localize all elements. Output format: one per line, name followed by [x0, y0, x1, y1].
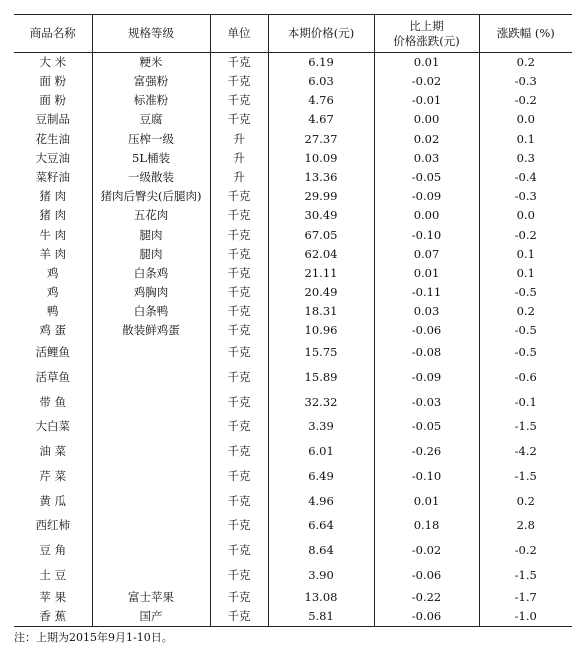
cell-spec: 白条鸡	[92, 264, 210, 283]
cell-change: -0.10	[374, 464, 479, 489]
cell-price: 21.11	[268, 264, 374, 283]
cell-unit: 千克	[210, 366, 268, 391]
table-row	[14, 415, 572, 440]
cell-name: 土 豆	[39, 567, 67, 582]
cell-change: -0.02	[374, 72, 479, 91]
cell-unit: 千克	[210, 538, 268, 563]
cell-name: 鸡	[47, 265, 59, 280]
cell-change: 0.02	[374, 130, 479, 149]
cell-pct: -1.5	[479, 415, 572, 440]
cell-price: 3.39	[268, 415, 374, 440]
cell-name: 活鲤鱼	[35, 345, 70, 360]
cell-pct: -0.5	[479, 283, 572, 302]
cell-change: -0.22	[374, 588, 479, 607]
cell-price: 15.89	[268, 366, 374, 391]
cell-change: -0.05	[374, 168, 479, 187]
cell-price: 15.75	[268, 341, 374, 366]
cell-price: 6.49	[268, 464, 374, 489]
cell-unit: 千克	[210, 264, 268, 283]
cell-change: -0.02	[374, 538, 479, 563]
table-row	[14, 538, 572, 563]
cell-change: 0.07	[374, 245, 479, 264]
cell-price: 18.31	[268, 302, 374, 321]
cell-name: 活草鱼	[35, 370, 70, 385]
cell-pct: 0.1	[479, 264, 572, 283]
cell-change: 0.18	[374, 514, 479, 539]
table-header-row	[14, 15, 572, 53]
cell-unit: 千克	[210, 415, 268, 440]
cell-name: 猪 肉	[39, 189, 67, 204]
cell-name: 鸭	[47, 304, 59, 319]
cell-change: 0.01	[374, 53, 479, 73]
footnote: 注：上期为2015年9月1-10日。	[14, 631, 173, 645]
table-row	[14, 563, 572, 588]
cell-price: 6.01	[268, 440, 374, 465]
cell-spec: 腿肉	[92, 226, 210, 245]
cell-price: 29.99	[268, 187, 374, 206]
cell-pct: -0.1	[479, 390, 572, 415]
cell-name: 大白菜	[35, 419, 70, 434]
cell-change: -0.10	[374, 226, 479, 245]
cell-unit: 千克	[210, 283, 268, 302]
cell-price: 3.90	[268, 563, 374, 588]
cell-name: 豆 角	[39, 542, 67, 557]
cell-price: 30.49	[268, 207, 374, 226]
header-change-line1: 比上期	[409, 19, 444, 34]
cell-pct: -1.5	[479, 563, 572, 588]
table-row	[14, 91, 572, 110]
cell-pct: -0.2	[479, 226, 572, 245]
table-row	[14, 111, 572, 130]
cell-pct: -0.6	[479, 366, 572, 391]
cell-pct: -0.5	[479, 341, 572, 366]
cell-spec: 富强粉	[92, 72, 210, 91]
cell-spec: 鸡胸肉	[92, 283, 210, 302]
cell-price: 32.32	[268, 390, 374, 415]
cell-price: 62.04	[268, 245, 374, 264]
cell-pct: -0.2	[479, 538, 572, 563]
cell-change: -0.09	[374, 366, 479, 391]
cell-price: 6.19	[268, 53, 374, 73]
cell-spec: 一级散装	[92, 168, 210, 187]
table-row	[14, 226, 572, 245]
cell-unit: 千克	[210, 390, 268, 415]
cell-unit: 升	[210, 168, 268, 187]
header-change	[374, 15, 479, 53]
cell-spec	[92, 341, 210, 366]
cell-price: 4.76	[268, 91, 374, 110]
cell-spec: 五花肉	[92, 207, 210, 226]
cell-change: -0.06	[374, 607, 479, 627]
cell-price: 10.09	[268, 149, 374, 168]
cell-pct: 0.0	[479, 111, 572, 130]
cell-spec: 猪肉后臀尖(后腿肉)	[92, 187, 210, 206]
cell-pct: -4.2	[479, 440, 572, 465]
table-row	[14, 245, 572, 264]
cell-unit: 千克	[210, 341, 268, 366]
cell-name: 菜籽油	[35, 169, 70, 184]
table-row	[14, 264, 572, 283]
cell-unit: 千克	[210, 302, 268, 321]
cell-name: 苹 果	[39, 589, 67, 604]
cell-name: 牛 肉	[39, 227, 67, 242]
cell-spec: 散装鲜鸡蛋	[92, 322, 210, 341]
cell-price: 6.03	[268, 72, 374, 91]
table-row	[14, 341, 572, 366]
header-price: 本期价格(元)	[268, 15, 374, 53]
cell-name: 大 米	[39, 54, 67, 69]
cell-unit: 千克	[210, 607, 268, 627]
cell-name: 大豆油	[35, 150, 70, 165]
cell-pct: -0.3	[479, 72, 572, 91]
table-row	[14, 207, 572, 226]
cell-pct: -1.7	[479, 588, 572, 607]
cell-unit: 千克	[210, 322, 268, 341]
table-row	[14, 514, 572, 539]
cell-change: 0.01	[374, 264, 479, 283]
cell-unit: 千克	[210, 489, 268, 514]
cell-unit: 千克	[210, 245, 268, 264]
cell-unit: 千克	[210, 226, 268, 245]
table-row	[14, 149, 572, 168]
cell-unit: 升	[210, 149, 268, 168]
cell-name: 羊 肉	[39, 246, 67, 261]
cell-change: 0.00	[374, 207, 479, 226]
cell-price: 6.64	[268, 514, 374, 539]
cell-pct: -0.4	[479, 168, 572, 187]
table-row	[14, 302, 572, 321]
cell-spec	[92, 563, 210, 588]
table-row	[14, 440, 572, 465]
cell-name: 芹 菜	[39, 468, 67, 483]
cell-change: -0.03	[374, 390, 479, 415]
cell-price: 10.96	[268, 322, 374, 341]
cell-change: -0.01	[374, 91, 479, 110]
cell-price: 4.96	[268, 489, 374, 514]
cell-name: 花生油	[35, 131, 70, 146]
cell-spec	[92, 366, 210, 391]
table-row	[14, 390, 572, 415]
price-report	[14, 14, 572, 645]
cell-spec: 粳米	[92, 53, 210, 73]
cell-pct: -0.5	[479, 322, 572, 341]
cell-unit: 千克	[210, 53, 268, 73]
cell-pct: -1.0	[479, 607, 572, 627]
cell-pct: 0.0	[479, 207, 572, 226]
cell-unit: 千克	[210, 187, 268, 206]
cell-name: 鸡	[47, 285, 59, 300]
cell-change: 0.01	[374, 489, 479, 514]
table-row	[14, 588, 572, 607]
cell-change: -0.11	[374, 283, 479, 302]
cell-unit: 千克	[210, 588, 268, 607]
table-row	[14, 72, 572, 91]
table-row	[14, 283, 572, 302]
cell-spec	[92, 390, 210, 415]
table-row	[14, 607, 572, 627]
cell-unit: 千克	[210, 72, 268, 91]
cell-change: -0.09	[374, 187, 479, 206]
cell-price: 13.08	[268, 588, 374, 607]
cell-spec	[92, 489, 210, 514]
header-change-line2: 价格涨跌(元)	[393, 33, 460, 48]
header-name: 商品名称	[14, 15, 92, 53]
cell-spec: 标准粉	[92, 91, 210, 110]
cell-name: 猪 肉	[39, 208, 67, 223]
cell-unit: 千克	[210, 207, 268, 226]
cell-change: 0.03	[374, 149, 479, 168]
cell-price: 13.36	[268, 168, 374, 187]
table-row	[14, 53, 572, 73]
cell-price: 27.37	[268, 130, 374, 149]
cell-pct: -0.3	[479, 187, 572, 206]
cell-name: 带 鱼	[39, 394, 67, 409]
cell-price: 8.64	[268, 538, 374, 563]
cell-pct: 0.3	[479, 149, 572, 168]
cell-price: 4.67	[268, 111, 374, 130]
table-row	[14, 187, 572, 206]
table-row	[14, 322, 572, 341]
cell-name: 西红柿	[35, 518, 70, 533]
cell-name: 豆制品	[35, 112, 70, 127]
cell-unit: 千克	[210, 563, 268, 588]
cell-pct: -1.5	[479, 464, 572, 489]
cell-spec	[92, 538, 210, 563]
cell-spec	[92, 514, 210, 539]
cell-spec	[92, 415, 210, 440]
table-body	[14, 53, 572, 627]
cell-change: -0.06	[374, 322, 479, 341]
cell-pct: 2.8	[479, 514, 572, 539]
cell-unit: 千克	[210, 440, 268, 465]
cell-pct: 0.1	[479, 245, 572, 264]
cell-unit: 升	[210, 130, 268, 149]
cell-unit: 千克	[210, 514, 268, 539]
price-table	[14, 14, 572, 627]
cell-spec: 白条鸭	[92, 302, 210, 321]
cell-pct: 0.2	[479, 302, 572, 321]
table-row	[14, 464, 572, 489]
cell-spec: 腿肉	[92, 245, 210, 264]
cell-spec: 豆腐	[92, 111, 210, 130]
cell-change: -0.05	[374, 415, 479, 440]
cell-name: 面 粉	[39, 93, 67, 108]
header-unit: 单位	[210, 15, 268, 53]
header-pct: 涨跌幅 (%)	[479, 15, 572, 53]
cell-spec: 5L桶装	[92, 149, 210, 168]
cell-spec: 国产	[92, 607, 210, 627]
cell-name: 鸡 蛋	[39, 323, 67, 338]
cell-change: -0.26	[374, 440, 479, 465]
cell-pct: -0.2	[479, 91, 572, 110]
cell-spec: 压榨一级	[92, 130, 210, 149]
table-row	[14, 366, 572, 391]
cell-name: 黄 瓜	[39, 493, 67, 508]
cell-name: 香 蕉	[14, 607, 92, 627]
cell-spec: 富士苹果	[92, 588, 210, 607]
table-row	[14, 489, 572, 514]
cell-unit: 千克	[210, 91, 268, 110]
cell-pct: 0.2	[479, 489, 572, 514]
header-spec: 规格等级	[92, 15, 210, 53]
cell-pct: 0.2	[479, 53, 572, 73]
cell-price: 20.49	[268, 283, 374, 302]
cell-change: -0.08	[374, 341, 479, 366]
cell-price: 67.05	[268, 226, 374, 245]
table-row	[14, 130, 572, 149]
cell-change: 0.00	[374, 111, 479, 130]
cell-price: 5.81	[268, 607, 374, 627]
table-row	[14, 168, 572, 187]
cell-name: 面 粉	[39, 74, 67, 89]
cell-name: 油 菜	[39, 444, 67, 459]
cell-change: -0.06	[374, 563, 479, 588]
cell-unit: 千克	[210, 464, 268, 489]
cell-pct: 0.1	[479, 130, 572, 149]
cell-unit: 千克	[210, 111, 268, 130]
cell-spec	[92, 464, 210, 489]
cell-change: 0.03	[374, 302, 479, 321]
cell-spec	[92, 440, 210, 465]
